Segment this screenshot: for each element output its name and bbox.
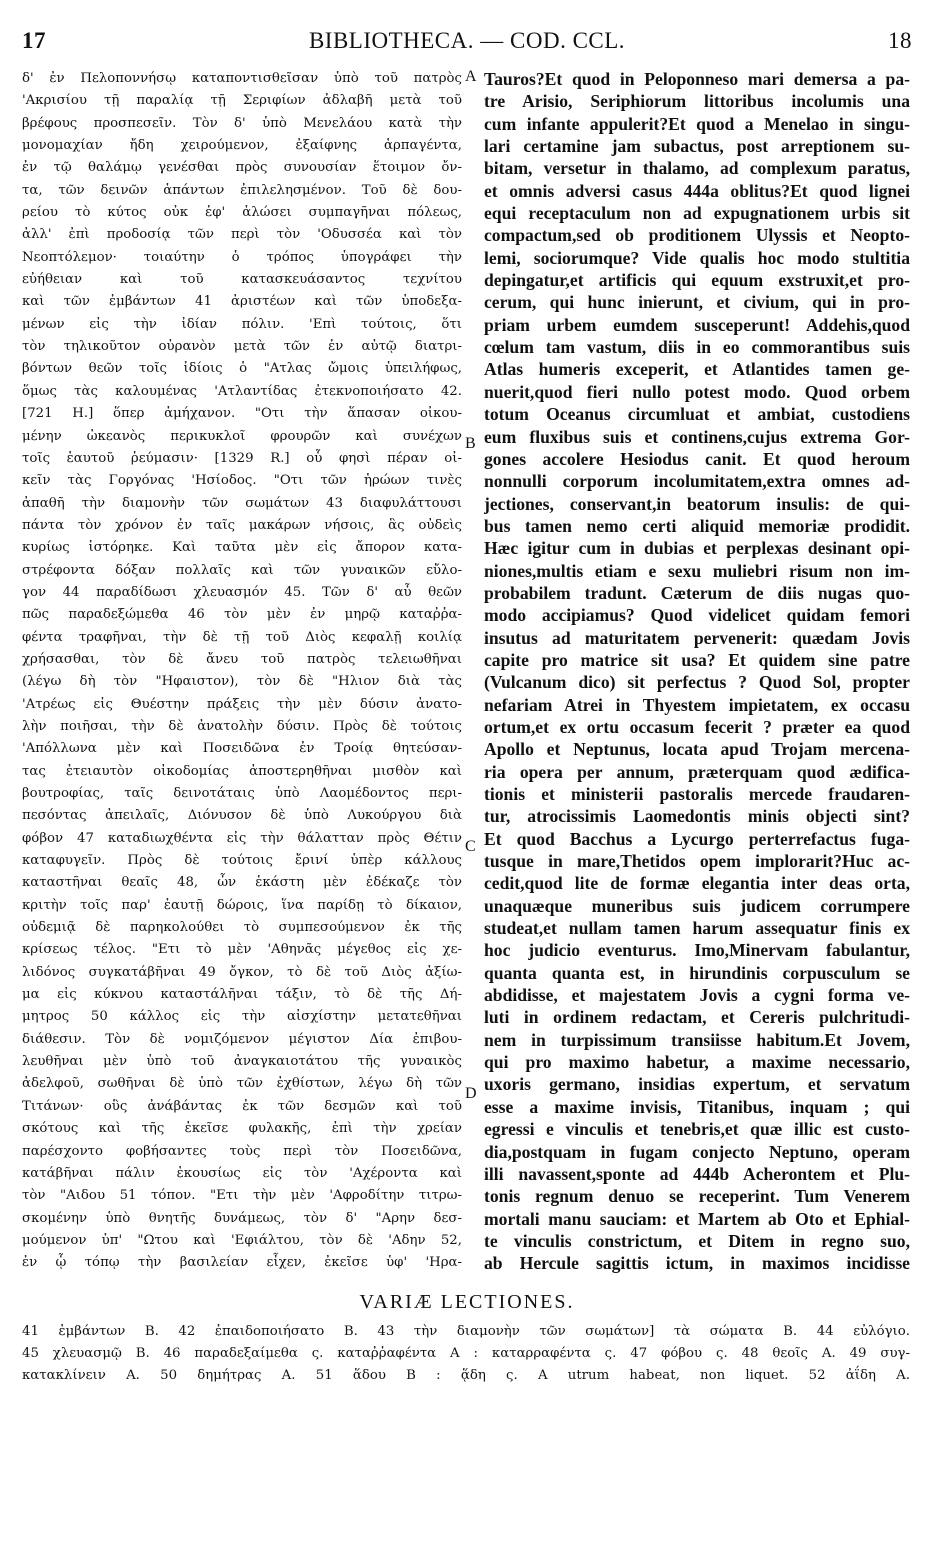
greek-text-line: στρέφοντα δόξαν πολλαῖς καὶ τῶν γυναικῶν εὔλο-: [22, 562, 462, 578]
greek-text-line: τα, τῶν δεινῶν ἁπάντων ἐπιλελησμένον. Τοῦ δὲ δου-: [22, 182, 462, 198]
greek-text-line: καὶ τῶν ἐμβάντων 41 ἀριστέων καὶ τῶν ὑποδεξα-: [22, 294, 462, 310]
latin-text-line: illi navassent,sponte ad 444b Acherontem et Plu-: [484, 1163, 910, 1184]
latin-text-line: te vinculis constrictum, et Ditem in regno suo,: [484, 1230, 910, 1251]
greek-text-line: 'Ατρέως εἰς Θυέστην πράξεις τὴν μὲν δύσιν ἀνατο-: [22, 696, 462, 712]
greek-text-line: καταφυγεῖν. Πρὸς δὲ τούτοις ἔρινί ὑπὲρ κάλλους: [22, 853, 462, 869]
latin-text-line: compactum,sed ob proditionem Ulyssis et Neopto-: [484, 225, 910, 246]
latin-text-line: egressi e vinculis et tenebris,et quæ illic est custo-: [484, 1119, 910, 1140]
latin-text-line: tur, atrocissimis Laomedontis minis objecti sint?: [484, 806, 910, 827]
latin-text-line: niones,multis etiam e sexu muliebri risum non im-: [484, 560, 910, 581]
greek-column: [22, 68, 462, 1275]
greek-text-line: μένων εἰς τὴν ἰδίαν πόλιν. 'Επὶ τούτοις, ὅτι: [22, 316, 462, 332]
greek-text-line: (λέγω δὴ τὸν "Ηφαιστον), τὸν δὲ "Ηλιον διὰ τὰς: [22, 674, 462, 690]
latin-text-line: nem in turpissimum transiisse habitum.Et Jovem,: [484, 1029, 910, 1050]
greek-text-line: ἀδελφοῦ, σωθῆναι δὲ ὑπὸ τῶν ἐχθίστων, λέγω δὴ τῶν: [22, 1076, 462, 1092]
latin-text-line: nefariam Atrei in Thyestem impietatem, ex occasu: [484, 694, 910, 715]
greek-text-line: βουτροφίας, ταῖς δεινοτάταις ὑπὸ Λαομέδοντος περι-: [22, 786, 462, 801]
two-column-body: [22, 68, 912, 1275]
latin-text-line: Hæc igitur cum in dubias et perplexas desinant opi-: [484, 538, 910, 559]
latin-text-line: priam urbem eumdem susceperunt! Addehis,quod: [484, 314, 910, 335]
latin-text-line: studeat,et nullam tamen harum assequatur finis ex: [484, 918, 910, 939]
greek-text-line: κεῖν τὰς Γοργόνας 'Ησίοδος. "Οτι τῶν ἡρώων τινὲς: [22, 473, 462, 489]
latin-text-line: tusque in mare,Thetidos opem implorarit?Huc ac-: [484, 851, 910, 872]
latin-text-line: ortum,et ex ortu occasum fecerit ? præter ea quod: [484, 716, 910, 737]
latin-text-line: bus tamen nemo certi aliquid memoriæ prodidit.: [484, 515, 910, 536]
latin-text-line: capite pro matrice sit usa? Et quidem sine patre: [484, 649, 910, 670]
greek-text-line: φόβον 47 καταδιωχθέντα εἰς τὴν θάλατταν πρὸς Θέτιν: [22, 830, 462, 846]
greek-text-line: Τιτάνων· οὓς ἀνάβάντας ἐκ τῶν δεσμῶν καὶ τοῦ: [22, 1098, 462, 1114]
greek-text-line: εὐήθειαν καὶ τοῦ κατασκευάσαντος τεχνίτου: [22, 272, 462, 288]
latin-text-line: tonis regnum denuo se receperint. Tum Venerem: [484, 1186, 910, 1207]
latin-text-line: unaquæque muneribus suis judicem corrumpere: [484, 895, 910, 916]
latin-text-line: gones accolere Hesiodus canit. Et quod heroum: [484, 448, 910, 469]
section-markers: [462, 68, 484, 1275]
greek-text-line: τας ἐτειαυτὸν οἰκοδομίας ἀποστερηθῆναι μισθὸν καὶ: [22, 763, 462, 779]
latin-text-line: abdidisse, et majestatem Jovis a cygni forma ve-: [484, 985, 910, 1006]
latin-text-line: luti in ordinem redactam, et Cereris pulchritudi-: [484, 1007, 910, 1028]
page-number-left: 17: [22, 28, 46, 53]
latin-text-line: cedit,quod lite de formæ elegantia inter deas orta,: [484, 873, 910, 894]
latin-text-line: Apollo et Neptunus, locata apud Trojam mercena-: [484, 739, 910, 760]
variant-note-line: 41 ἐμβάντων B. 42 ἐπαιδοποιήσατο B. 43 τὴν διαμονὴν τῶν σωμάτων] τὰ σώματα B. 44 εὐλόγιο.: [22, 1323, 910, 1339]
greek-text-line: οὐδεμιᾷ δὲ παρηκολούθει τὸ συμπεσούμενον ἐκ τῆς: [22, 920, 462, 936]
latin-text-line: uxoris germano, insidias expertum, et servatum: [484, 1074, 910, 1095]
greek-text-line: διάθεσιν. Τὸν δὲ νομιζόμενον μέγιστον Δία ἐπιβου-: [22, 1031, 462, 1047]
latin-text-line: ria opera per annum, præterquam quod ædifica-: [484, 761, 910, 782]
latin-text-line: cum infante appulerit?Et quod a Menelao in singu-: [484, 113, 910, 134]
greek-text-line: μένην ὠκεανὸς περικυκλοῖ φρουρῶν καὶ συνέχων: [22, 428, 462, 444]
greek-text-line: ρείου τὸ κύτος οὐκ ἐφ' ἁλώσει συμπαγῆναι πόλεως,: [22, 205, 462, 221]
latin-text-line: modo accipiamus? Quod videlicet quidam femori: [484, 605, 910, 626]
latin-text-line: insutus ad maturitatem pervenerit: quædam Jovis: [484, 627, 910, 648]
latin-text-line: lemi, sociorumque? Vide qualis hoc modo stultitia: [484, 247, 910, 268]
latin-text-line: tre Arisio, Seriphiorum littoribus incolumis una: [484, 91, 910, 112]
greek-text-line: μούμενον ὑπ' "Ωτου καὶ 'Εφιάλτου, τὸν δὲ 'Αδην 52,: [22, 1232, 462, 1248]
greek-text-line: σκότους καὶ τῆς ἐκεῖσε φυλακῆς, ἐπὶ τὴν χρείαν: [22, 1121, 462, 1137]
greek-text-line: παρέσχοντο φοβήσαντες τοὺς περὶ τὸν Ποσειδῶνα,: [22, 1143, 462, 1159]
section-marker-b: B: [465, 435, 476, 452]
greek-text-line: 'Ακρισίου τῇ παραλίᾳ τῇ Σεριφίων ἀδλαβῆ μετὰ τοῦ: [22, 93, 462, 109]
greek-text-line: μονομαχίαν ἤδη χειρούμενον, ἐξαίφνης ἁρπαγέντα,: [22, 138, 462, 154]
latin-text-line: probabilem tradunt. Cæterum de diis nugas quo-: [484, 582, 910, 603]
running-header: [22, 28, 912, 64]
greek-text-line: πεσόντας ἀπειλαῖς, Διόνυσον δὲ ὑπὸ Λυκούργου διὰ: [22, 808, 462, 824]
latin-text-line: dia,postquam in fugam conjecto Neptuno, operam: [484, 1141, 910, 1162]
greek-text-line: χρήσασθαι, τὸν δὲ ἄνευ τοῦ πατρὸς τελειωθῆναι: [22, 651, 462, 667]
latin-text-line: eum fluxibus suis et continens,cujus extrema Gor-: [484, 426, 910, 447]
greek-text-line: τοῖς ἑαυτοῦ ῥεύμασιν· [1329 R.] οὗ φησὶ πέραν οἰ-: [22, 450, 462, 466]
page-number-right: 18: [888, 28, 912, 53]
greek-text-line: κυρίως ἱστόρηκε. Καὶ ταῦτα μὲν εἰς ἄπορον κατα-: [22, 540, 462, 556]
latin-text-line: esse a maxime invisis, Titanibus, inquam ; qui: [484, 1096, 910, 1117]
greek-text-line: ὅμως τὰς καλουμένας 'Ατλαντίδας ἐτεκνοποιήσατο 42.: [22, 383, 462, 399]
greek-text-line: 'Απόλλωνα μὲν καὶ Ποσειδῶνα ἐν Τροίᾳ θητεύσαν-: [22, 741, 462, 757]
latin-text-line: hoc judicio eventurus. Imo,Minervam fabulantur,: [484, 940, 910, 961]
greek-text-line: [721 H.] ὅπερ ἀμήχανον. "Οτι τὴν ἅπασαν οἰκου-: [22, 406, 462, 422]
greek-text-line: μα εἰς κύκνου καταστάλῆναι τάξιν, τὸ δὲ τῆς Δή-: [22, 987, 462, 1003]
greek-text-line: κριτὴν τοῖς παρ' ἑαυτῇ δώροις, ἵνα παρίδῃ τὸ δίκαιον,: [22, 897, 462, 913]
latin-text-line: cœlum tam vastum, diis in eo commorantibus suis: [484, 337, 910, 358]
section-marker-d: D: [465, 1085, 477, 1102]
latin-text-line: Atlas humeris exceperit, et Atlantides tamen ge-: [484, 359, 910, 380]
greek-text-line: δ' ἐν Πελοποννήσῳ καταποντισθεῖσαν ὑπὸ τοῦ πατρὸς: [22, 71, 462, 86]
greek-text-line: λιδόνος συγκατάβῆναι 49 ὄγκον, τὸ δὲ τοῦ Διὸς ἀξίω-: [22, 964, 462, 980]
greek-text-line: λὴν ποιῆσαι, τὴν δὲ ἀνατολὴν δύσιν. Πρὸς δὲ τούτοις: [22, 718, 462, 734]
variant-note-line: κατακλίνειν A. 50 δημήτρας A. 51 ἅδου B : ᾅδη ς. A utrum habeat, non liquet. 52 ἀΐδη A.: [22, 1367, 910, 1383]
latin-text-line: quanta quanta est, in hirundinis corpusculum se: [484, 962, 910, 983]
greek-text-line: ἀπαθῆ τὴν διαμονὴν τῶν σωμάτων 43 διαφυλάττουσι: [22, 495, 462, 511]
latin-text-line: (Vulcanum dico) sit perfectus ? Quod Sol, propter: [484, 672, 910, 693]
greek-text-line: πάντα τὸν χρόνον ἐν ταῖς μακάρων νήσοις, ἃς οὐδεὶς: [22, 517, 462, 533]
latin-text-line: mortali manu sauciam: et Martem ab Oto et Ephial-: [484, 1208, 910, 1229]
greek-text-line: τὸν τηλικοῦτον οὐρανὸν μετὰ τῶν ἐν αὐτῷ διατρι-: [22, 339, 462, 355]
latin-text-line: cerum, qui hunc inierunt, et civium, qui in pro-: [484, 292, 910, 313]
greek-text-line: κατάβῆναι πάλιν ἑκουσίως εἰς τὸν 'Αχέροντα καὶ: [22, 1165, 462, 1181]
latin-text-line: Et quod Bacchus a Lycurgo perterrefactus fuga-: [484, 828, 910, 849]
greek-text-line: καταστῆναι θεαῖς 48, ὧν ἑκάστη μὲν ἐδέκαζε τὸν: [22, 875, 462, 891]
latin-text-line: totum Oceanus circumluat et ambiat, custodiens: [484, 404, 910, 425]
greek-text-line: ἐν ᾧ τόπῳ τὴν βασιλείαν εἶχεν, ἐκεῖσε ὑφ' 'Ηρα-: [22, 1255, 462, 1271]
section-marker-a: A: [465, 68, 477, 85]
section-marker-c: C: [465, 838, 476, 855]
latin-text-line: ab Hercule sagittis ictum, in maximos incidisse: [484, 1253, 910, 1274]
latin-text-line: lari certamine jam subactus, post arreptionem su-: [484, 136, 910, 157]
latin-text-line: depingatur,et artificis qui equum exstruxit,et pro-: [484, 270, 910, 291]
greek-text-line: λευθῆναι μὲν ὑπὸ τοῦ ἀναγκαιοτάτου τῆς γυναικὸς: [22, 1054, 462, 1070]
greek-text-line: μητρος 50 κάλλος εἰς τὴν αἰσχίστην μετατεθῆναι: [22, 1009, 462, 1025]
greek-text-line: φέντα τραφῆναι, τὴν δὲ τῇ τοῦ Διὸς κεφαλῇ κοιλίᾳ: [22, 629, 462, 645]
latin-text-line: nuerit,quod fieri nullo potest modo. Quod orbem: [484, 381, 910, 402]
greek-text-line: σκομένην ὑπὸ θνητῆς δυνάμεως, τὸν δ' "Αρην δεσ-: [22, 1210, 462, 1226]
variant-note-line: 45 χλευασμῷ B. 46 παραδεξαίμεθα ς. καταῤῥαφέντα A : καταρραφέντα ς. 47 φόβου ς. 48 θεοῖς A. 49 συγ-: [22, 1345, 910, 1361]
latin-column: [484, 68, 910, 1275]
variae-lectiones-notes: [22, 1321, 912, 1387]
latin-text-line: qui pro maximo habetur, a maxime necessario,: [484, 1052, 910, 1073]
greek-text-line: Νεοπτόλεμον· τοιαύτην ὁ τρόπος ὑπογράφει τὴν: [22, 249, 462, 265]
greek-text-line: κρίσεως τέλος. "Ετι τὸ μὲν 'Αθηνᾶς μέγεθος εἰς χε-: [22, 942, 462, 958]
latin-text-line: tionis et ministerii pastoralis mercede fraudaren-: [484, 784, 910, 804]
greek-text-line: γον 44 παραδίδωσι χλευασμόν 45. Τῶν δ' αὖ θεῶν: [22, 584, 462, 600]
latin-text-line: et omnis adversi casus 444a oblitus?Et quod lignei: [484, 180, 910, 201]
latin-text-line: nonnulli corporum incolumitatem,extra omnes ad-: [484, 471, 910, 492]
variae-lectiones-heading: VARIÆ LECTIONES.: [359, 1290, 575, 1313]
latin-text-line: jectiones, conservant,in beatorum insulis: de qui-: [484, 493, 910, 514]
latin-text-line: equi receptaculum non ad expugnationem urbis sit: [484, 203, 910, 224]
latin-text-line: Tauros?Et quod in Peloponneso mari demersa a pa-: [484, 69, 910, 89]
running-title: BIBLIOTHECA. — COD. CCL.: [308, 28, 626, 53]
greek-text-line: βρέφους προσπεσεῖν. Τὸν δ' ὑπὸ Μενελάου κατὰ τὴν: [22, 115, 462, 131]
greek-text-line: βόντων θεῶν τοῖς ἰδίοις ὁ "Ατλας ὤμοις ὑπειλήφως,: [22, 361, 462, 377]
latin-text-line: bitam, versetur in thalamo, ad complexum paratus,: [484, 158, 910, 179]
greek-text-line: ἐν τῷ θαλάμῳ γενέσθαι πρὸς συνουσίαν ἕτοιμον ὄν-: [22, 160, 462, 176]
greek-text-line: ἀλλ' ἐπὶ προδοσίᾳ τῶν περὶ τὸν 'Οδυσσέα καὶ τὸν: [22, 227, 462, 243]
greek-text-line: πῶς παραδεξώμεθα 46 τὸν μὲν ἐν μηρῷ καταῤῥα-: [22, 607, 462, 623]
greek-text-line: τὸν "Αιδου 51 τόπον. "Ετι τὴν μὲν 'Αφροδίτην τιτρω-: [22, 1188, 462, 1204]
